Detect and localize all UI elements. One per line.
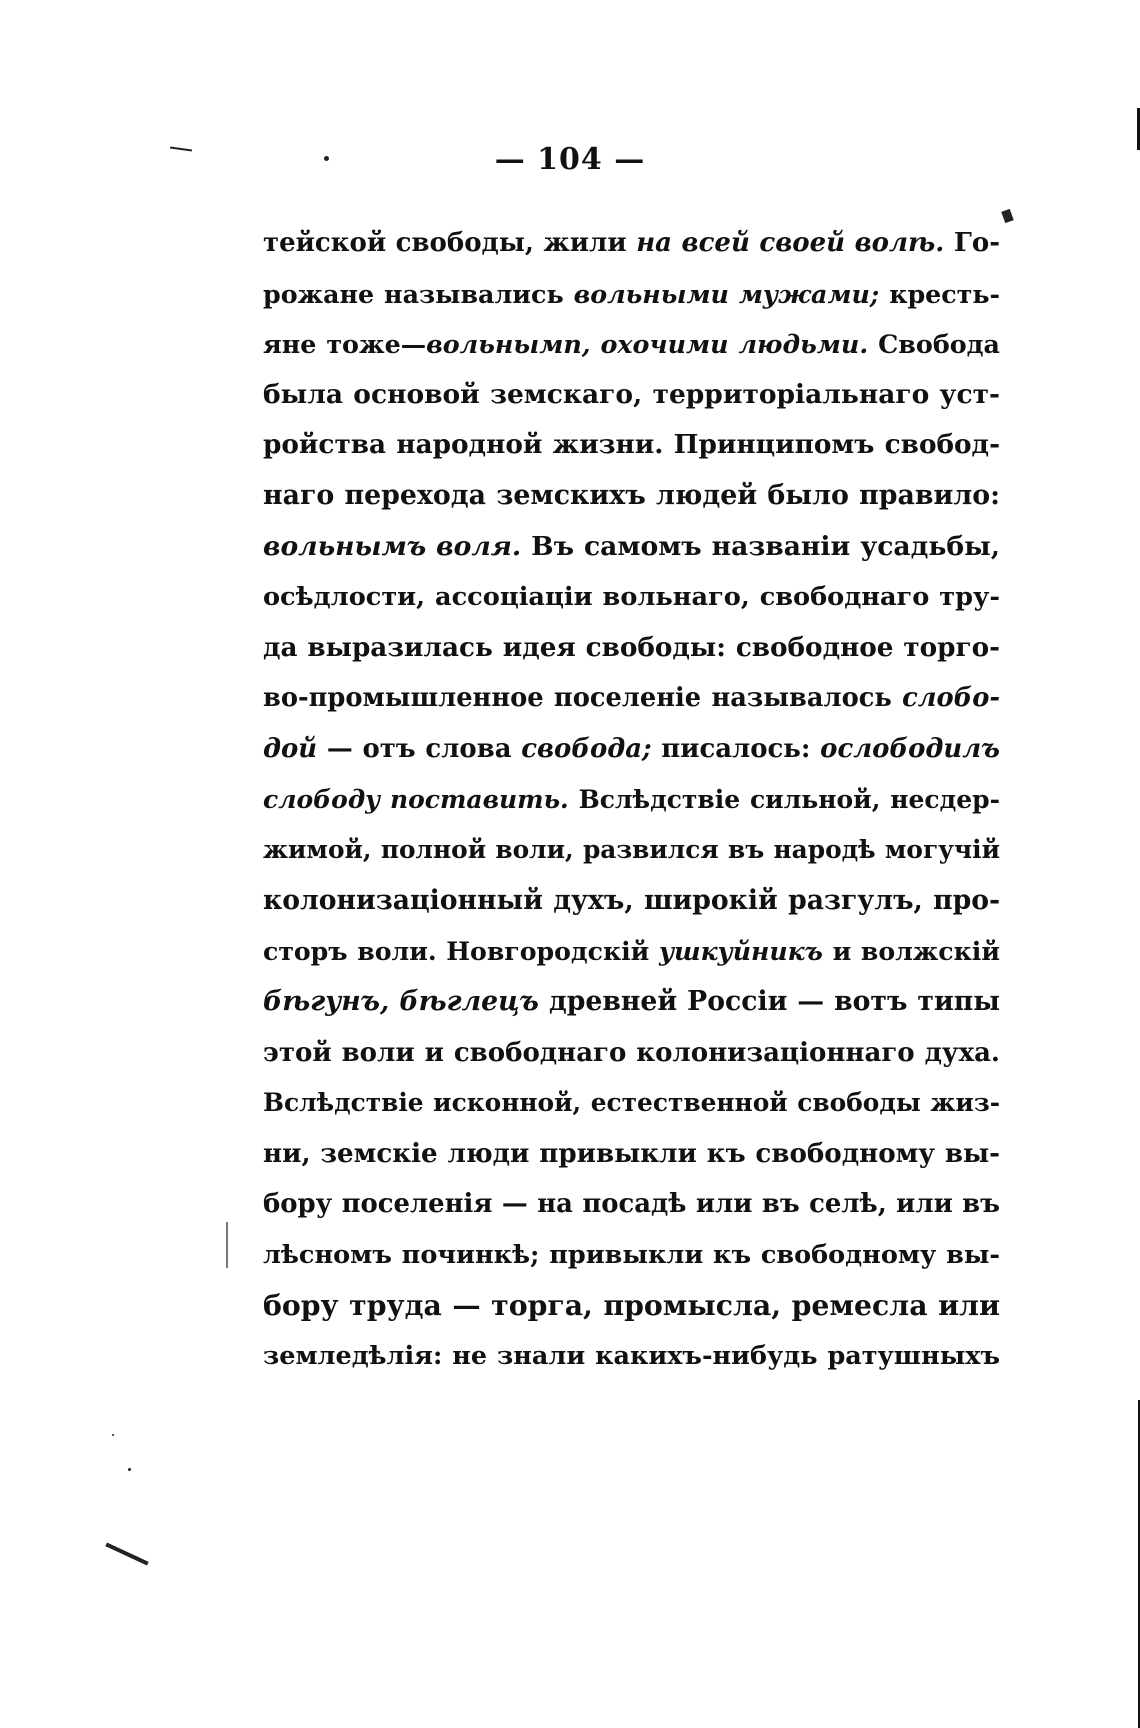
scan-speck <box>128 1468 131 1471</box>
page-number: — 104 — <box>494 142 646 177</box>
text-segment: ни, земскіе люди привыкли къ свободному вы- <box>263 1137 1000 1169</box>
text-segment: была основой земскаго, территоріальнаго уст- <box>263 378 1000 410</box>
text-line <box>263 623 1000 674</box>
italic-phrase: свобода; <box>521 733 652 764</box>
scan-speck <box>324 156 329 161</box>
text-line <box>263 420 1000 471</box>
text-segment: Въ самомъ названіи усадьбы, <box>521 530 1000 562</box>
text-segment: Вслѣдствіе исконной, естественной свободы жиз- <box>263 1088 1000 1118</box>
text-line <box>263 319 1000 370</box>
text-segment: писалось: <box>651 733 821 764</box>
italic-phrase: слобо- <box>902 683 1000 714</box>
text-line <box>263 673 1000 724</box>
italic-phrase: ушкуйникъ <box>658 936 823 967</box>
text-line <box>263 218 1000 269</box>
text-line <box>263 269 1000 320</box>
text-segment: Го- <box>944 228 1000 258</box>
text-segment: яне тоже— <box>263 329 427 360</box>
italic-phrase: вольнымъ воля. <box>263 530 522 562</box>
text-line <box>263 1129 1000 1180</box>
italic-phrase: слободу поставить. <box>263 784 569 814</box>
text-line <box>263 876 1000 927</box>
text-segment: ройства народной жизни. Принципомъ свобод- <box>263 429 1000 461</box>
text-line <box>263 926 1000 977</box>
italic-phrase: бѣгунъ, бѣглецъ <box>263 985 539 1017</box>
italic-phrase: вольными мужами; <box>573 278 880 309</box>
text-segment: этой воли и свободнаго колонизаціоннаго духа. <box>263 1037 1000 1068</box>
text-segment: кресть- <box>879 278 1000 309</box>
text-segment: бору труда — торга, промысла, ремесла или <box>263 1288 1000 1323</box>
text-segment: сторъ воли. Новгородскій <box>263 936 659 967</box>
text-segment: жимой, полной воли, развился въ народѣ могучій <box>263 835 1000 865</box>
text-segment: бору поселенія — на посадѣ или въ селѣ, или въ <box>263 1189 1000 1220</box>
scan-speck <box>105 1542 148 1565</box>
italic-phrase: вольнымп, охочими людьми. <box>426 329 869 360</box>
text-segment: во-промышленное поселеніе называлось <box>263 683 903 714</box>
scan-speck <box>226 1222 228 1268</box>
body-text <box>263 218 1000 1382</box>
text-segment: тейской свободы, жили <box>263 228 637 258</box>
text-segment: да выразилась идея свободы: свободное торго- <box>263 631 1000 663</box>
text-line <box>263 522 1000 573</box>
text-line <box>263 1179 1000 1230</box>
text-segment: осѣдлости, ассоціаціи вольнаго, свободнаго тру- <box>263 582 1000 613</box>
text-line <box>263 977 1000 1028</box>
text-line <box>263 1280 1000 1331</box>
text-segment: и волжскій <box>822 936 1000 967</box>
text-segment: — отъ слова <box>317 733 522 764</box>
text-segment: наго перехода земскихъ людей было правило: <box>263 479 1000 511</box>
text-line <box>263 1230 1000 1281</box>
text-segment: Вслѣдствіе сильной, несдер- <box>568 784 1000 814</box>
text-line <box>263 1028 1000 1079</box>
text-line <box>263 1331 1000 1382</box>
italic-phrase: дой <box>263 733 318 764</box>
text-segment: земледѣлія: не знали какихъ-нибудь ратушныхъ <box>263 1341 1000 1372</box>
text-segment: колонизаціонный духъ, широкій разгулъ, про- <box>263 884 1000 916</box>
scan-speck <box>1001 209 1014 223</box>
scan-speck <box>112 1434 114 1436</box>
text-line <box>263 471 1000 522</box>
text-line <box>263 825 1000 876</box>
italic-phrase: ослободилъ <box>820 733 1000 764</box>
text-segment: Свобода <box>868 329 1000 360</box>
italic-phrase: на всей своей волѣ. <box>636 228 945 258</box>
text-line <box>263 775 1000 826</box>
text-line <box>263 370 1000 421</box>
text-segment: лѣсномъ починкѣ; привыкли къ свободному вы- <box>263 1239 1000 1270</box>
text-line <box>263 1078 1000 1129</box>
text-segment: рожане назывались <box>263 278 574 309</box>
text-segment: древней Россіи — вотъ типы <box>538 985 1000 1017</box>
text-line <box>263 572 1000 623</box>
text-line <box>263 724 1000 775</box>
